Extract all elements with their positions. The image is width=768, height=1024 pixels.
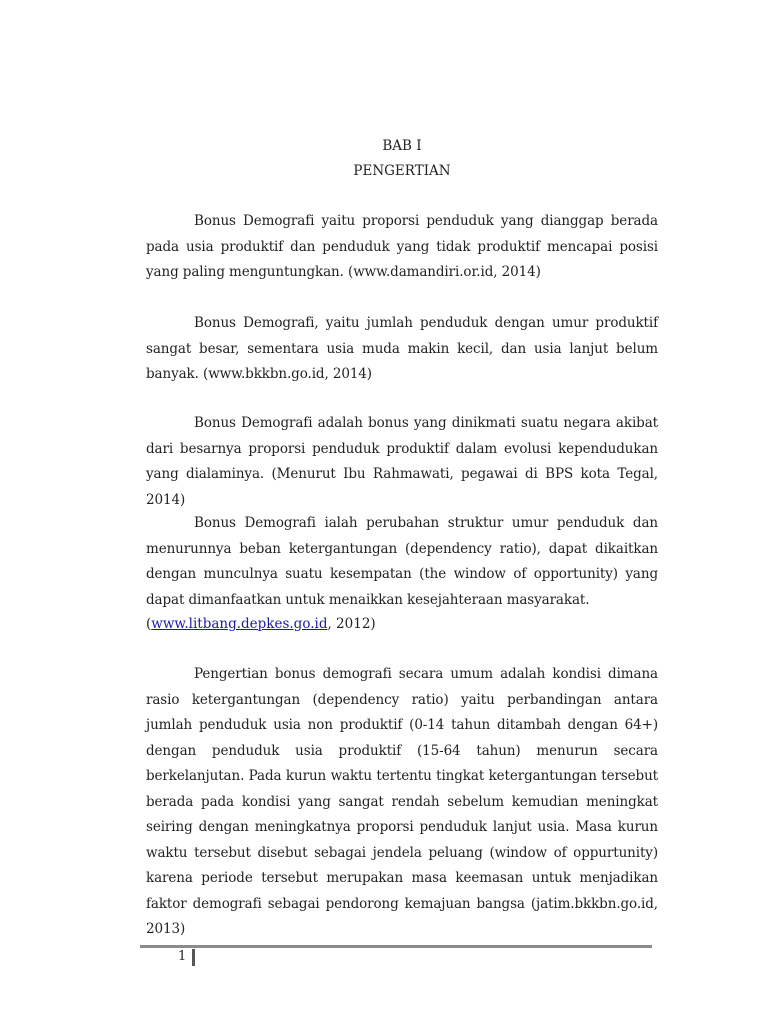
paragraph-5: Pengertian bonus demografi secara umum adalah kondisi dimana rasio ketergantungan (dependency ratio) yaitu perbandingan antara jumlah penduduk usia non produktif (0-14 tahun ditambah dengan 64+) dengan penduduk usia produktif (15-64 tahun) menurun secara berkelanjutan. Pada kurun waktu tertentu tingkat ketergantungan tersebut berada pada kondisi yang sangat rendah sebelum kemudian meningkat seiring dengan meningkatnya proporsi penduduk lanjut usia. Masa kurun waktu tersebut disebut sebagai jendela peluang (window of oppurtunity) karena periode tersebut merupakan masa keemasan untuk menjadikan faktor demografi sebagai pendorong kemajuan bangsa (jatim.bkkbn.go.id, 2013)	[146, 666, 658, 937]
paragraph-4: Bonus Demografi ialah perubahan struktur umur penduduk dan menurunnya beban ketergantungan (dependency ratio), dapat dikaitkan dengan munculnya suatu kesempatan (the window of opportunity) yang dapat dimanfaatkan untuk menaikkan kesejahteraan masyarakat.	[146, 515, 658, 608]
citation-open-paren: (	[146, 616, 152, 632]
page-number-bar	[192, 949, 195, 966]
citation-link[interactable]: www.litbang.depkes.go.id	[151, 616, 328, 632]
paragraph-2: Bonus Demografi, yaitu jumlah penduduk dengan umur produktif sangat besar, sementara usia muda makin kecil, dan usia lanjut belum banyak. (www.bkkbn.go.id, 2014)	[146, 315, 658, 382]
chapter-title: PENGERTIAN	[353, 163, 451, 179]
citation-line	[146, 612, 658, 638]
paragraph-3: Bonus Demografi adalah bonus yang dinikmati suatu negara akibat dari besarnya proporsi penduduk produktif dalam evolusi kependudukan yang dialaminya. (Menurut Ibu Rahmawati, pegawai di BPS kota Tegal, 2014)	[146, 415, 658, 508]
chapter-number: BAB I	[382, 138, 422, 154]
paragraph-1: Bonus Demografi yaitu proporsi penduduk yang dianggap berada pada usia produktif dan penduduk yang tidak produktif mencapai posisi yang paling menguntungkan. (www.damandiri.or.id, 2014)	[146, 213, 658, 280]
citation-rest: , 2012)	[327, 616, 376, 632]
page-number: 1	[178, 949, 187, 964]
footer-divider	[140, 945, 652, 948]
